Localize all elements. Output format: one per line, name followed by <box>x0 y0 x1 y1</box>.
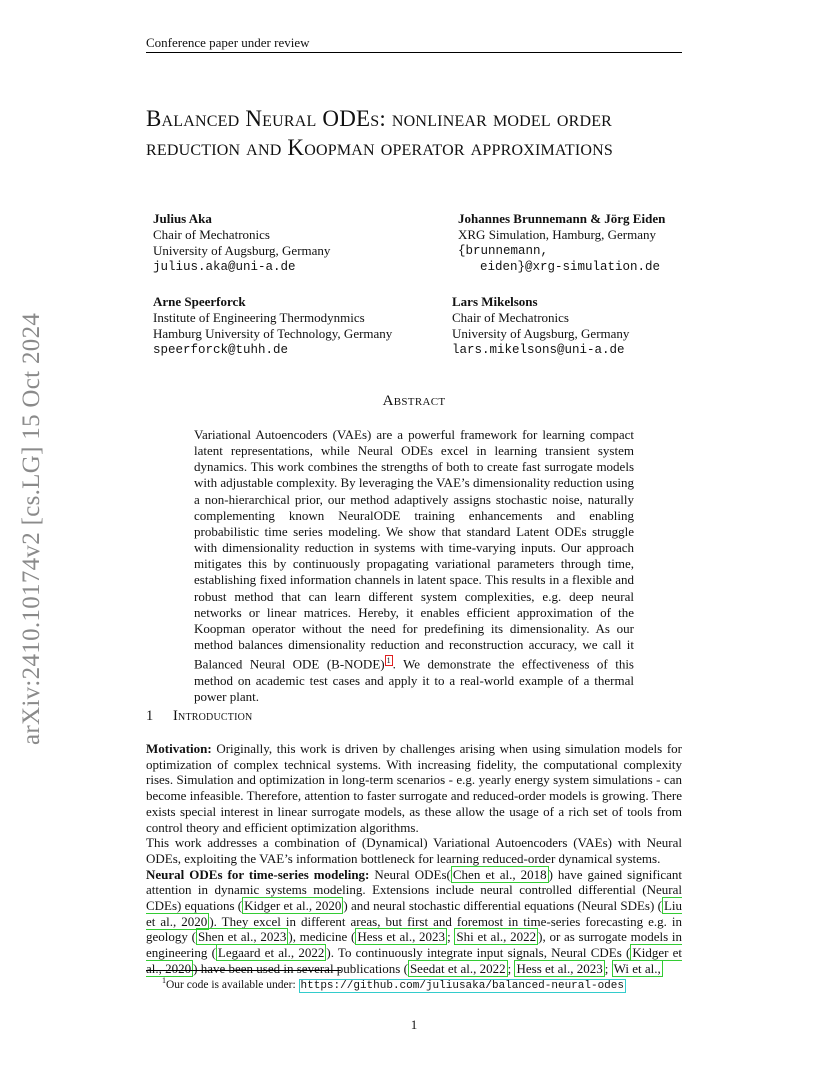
citation-link[interactable]: Shen et al., 2023 <box>197 929 287 945</box>
header-rule <box>146 52 682 53</box>
author-block-brunnemann-eiden <box>458 211 665 275</box>
author-affiliation: XRG Simulation, Hamburg, Germany <box>458 227 656 242</box>
paragraph-text: ) have been used in several publications ( <box>193 960 408 976</box>
section-title: Introduction <box>173 708 253 724</box>
author-name: Arne Speerforck <box>153 294 246 309</box>
footnote-mark: 1 <box>162 976 166 985</box>
citation-link[interactable]: Kidger et al., 2020 <box>244 898 342 914</box>
citation-link[interactable]: Kidger et al., 2020 <box>146 945 683 976</box>
author-block-mikelsons <box>452 294 629 358</box>
paragraph-text: ; <box>447 929 455 945</box>
paragraph-text: Neural ODEs( <box>369 866 451 882</box>
citation-link[interactable]: Liu et al., 2020 <box>146 898 682 929</box>
citation-link[interactable]: Wi et al., <box>613 960 661 976</box>
running-head: Conference paper under review <box>146 35 310 50</box>
citation-link[interactable]: Shi et al., 2022 <box>456 929 537 945</box>
author-name: Lars Mikelsons <box>452 294 538 309</box>
section-heading <box>146 708 252 725</box>
author-name: Johannes Brunnemann & Jörg Eiden <box>458 211 666 226</box>
paragraph-text: ), or as surrogate models in engineering ( <box>146 929 683 961</box>
footnote-text: Our code is available under: <box>166 978 299 991</box>
run-in-heading: Motivation: <box>146 741 212 756</box>
author-email[interactable]: lars.mikelsons@uni-a.de <box>452 343 625 357</box>
author-block-speerforck <box>153 294 392 358</box>
paragraph-text: ) have gained significant attention in dynamic systems modeling. Extensions include neural controlled differential (Neural CDEs) equations ( <box>146 866 682 914</box>
footnote <box>162 976 626 992</box>
author-affiliation: Chair of Mechatronics <box>452 310 569 325</box>
author-affiliation: Chair of Mechatronics <box>153 227 270 242</box>
paragraph-text: ) and neural stochastic differential equations (Neural SDEs) ( <box>343 898 662 914</box>
abstract-body-end: . We demonstrate the effectiveness of this method on academic test cases and apply it to a real-world example of a thermal power plant. <box>194 656 634 704</box>
paragraph-motivation <box>146 741 682 835</box>
footnote-rule <box>146 970 341 971</box>
paragraph-text: This work addresses a combination of (Dynamical) Variational Autoencoders (VAEs) with Neural ODEs, exploiting the VAE’s information bottleneck for learning reduced-order dynamical systems. <box>146 835 682 866</box>
body-text <box>146 741 682 977</box>
author-email[interactable]: julius.aka@uni-a.de <box>153 260 296 274</box>
paragraph-text: ), medicine ( <box>288 929 356 945</box>
author-name: Julius Aka <box>153 211 212 226</box>
author-affiliation: University of Augsburg, Germany <box>153 243 331 258</box>
author-email[interactable]: {brunnemann, <box>458 244 549 258</box>
arxiv-stamp: arXiv:2410.10174v2 [cs.LG] 15 Oct 2024 <box>18 312 45 745</box>
paragraph-text: ; <box>507 960 515 976</box>
citation-link[interactable]: Hess et al., 2023 <box>357 929 446 945</box>
section-number: 1 <box>146 708 154 724</box>
paper-title: Balanced Neural ODEs: nonlinear model order reduction and Koopman operator approximations <box>146 106 614 160</box>
code-url-link[interactable]: https://github.com/juliusaka/balanced-neural-odes <box>300 979 624 992</box>
footnote-link[interactable]: 1 <box>386 656 391 666</box>
citation-link[interactable]: Legaard et al., 2022 <box>217 945 325 961</box>
paragraph-text: ; <box>604 960 612 976</box>
paragraph-vae <box>146 835 682 866</box>
run-in-heading: Neural ODEs for time-series modeling: <box>146 866 370 882</box>
abstract-body: Variational Autoencoders (VAEs) are a powerful framework for learning compact latent representations, while Neural ODEs excel in learning transient system dynamics. This work combines the strengths of both to create fast surrogate models with adjustable complexity. By leveraging the VAE’s dimensionality reduction using a non-hierarchical prior, our method adaptively assigns stochastic noise, naturally complementing known NeuralODE training enhancements and enabling probabilistic time series modeling. We show that standard Latent ODEs struggle with dimensionality reduction in systems with time-varying inputs. Our approach mitigates this by continuously propagating variational parameters through time, establishing fixed information channels in latent space. This results in a flexible and robust method that can learn different system complexities, e.g. deep neural networks or linear matrices. Hereby, it enables efficient approximation of the Koopman operator without the need for predefining its dimensionality. As our method balances dimensionality reduction and reconstruction accuracy, we call it Balanced Neural ODE (B-NODE) <box>194 427 634 672</box>
citation-link[interactable]: Seedat et al., 2022 <box>409 960 506 976</box>
citation-link[interactable]: Hess et al., 2023 <box>516 960 603 976</box>
author-email[interactable]: speerforck@tuhh.de <box>153 343 289 357</box>
author-email[interactable]: eiden}@xrg-simulation.de <box>480 260 661 274</box>
abstract-heading: Abstract <box>382 393 446 409</box>
citation-link[interactable]: Chen et al., 2018 <box>452 866 547 882</box>
author-block-aka <box>153 211 330 275</box>
author-affiliation: Hamburg University of Technology, Germany <box>153 326 393 341</box>
page-number: 1 <box>410 1017 418 1032</box>
author-affiliation: Institute of Engineering Thermodynmics <box>153 310 365 325</box>
paragraph-text: ). They excel in different areas, but first and foremost in time-series forecasting e.g. in geology ( <box>146 913 682 945</box>
paragraph-neural-odes <box>146 867 682 977</box>
paragraph-text: Originally, this work is driven by challenges arising when using simulation models for optimization of complex technical systems. With increasing fidelity, the computational complexity rises. Simulation and optimization in long-term scenarios - e.g. yearly energy system simulations - can become infeasible. Therefore, attention to faster surrogate and reduced-order models is growing. There exists special interest in linear surrogate models, as these allow the usage of a rich set of tools from control theory and efficient optimization algorithms. <box>146 741 682 835</box>
paragraph-text: ). To continuously integrate input signals, Neural CDEs ( <box>326 945 631 961</box>
abstract-text <box>194 427 634 705</box>
author-affiliation: University of Augsburg, Germany <box>452 326 630 341</box>
